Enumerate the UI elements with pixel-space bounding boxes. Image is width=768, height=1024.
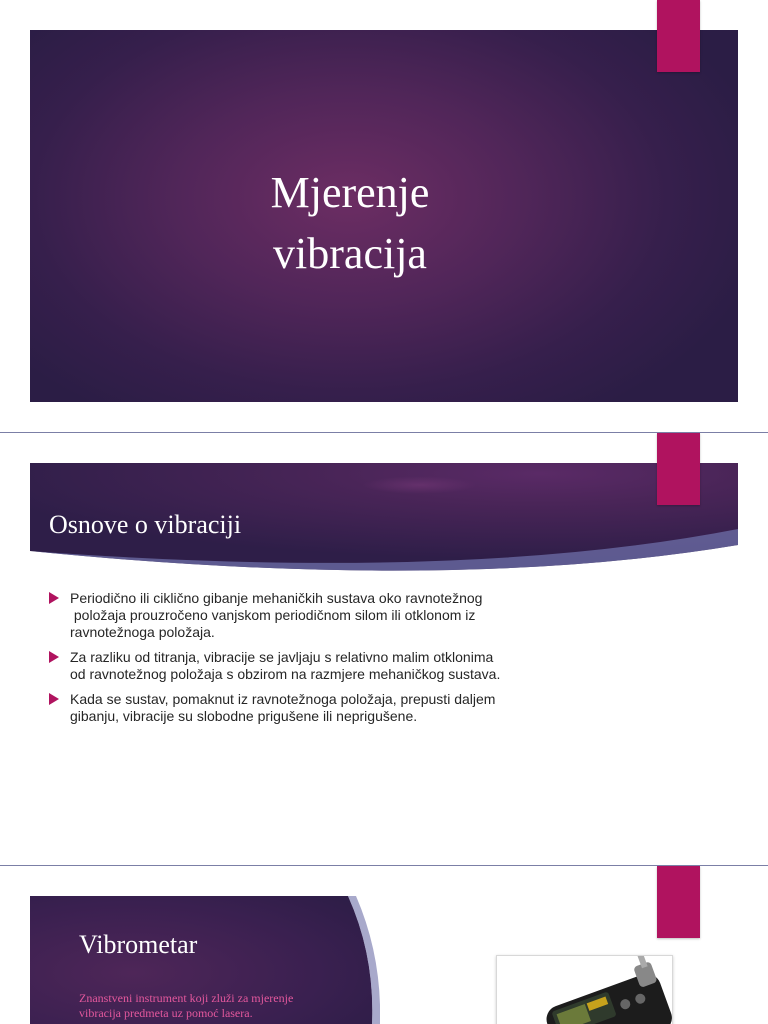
triangle-bullet-icon bbox=[49, 592, 59, 604]
slide-title: Osnove o vibraciji bbox=[49, 510, 242, 539]
slide-3[interactable] bbox=[0, 866, 768, 1024]
slide-1[interactable] bbox=[0, 0, 768, 432]
bullet-line: od ravnotežnog položaja s obzirom na razmjere mehaničkog sustava. bbox=[70, 666, 501, 682]
bullet-line: gibanju, vibracije su slobodne prigušene ili neprigušene. bbox=[70, 708, 418, 724]
slide-description bbox=[79, 991, 349, 1021]
title-panel bbox=[30, 30, 738, 402]
accent-tab bbox=[657, 866, 700, 938]
slide-2[interactable] bbox=[0, 433, 768, 865]
vibrometer-icon bbox=[497, 956, 672, 1024]
vibrometer-device-image bbox=[496, 955, 673, 1024]
bullet-item bbox=[48, 649, 518, 683]
title-line-2: vibracija bbox=[273, 229, 427, 278]
bullet-list bbox=[48, 590, 518, 733]
slide-title bbox=[30, 162, 670, 284]
bullet-line: ravnotežnoga položaja. bbox=[70, 624, 215, 640]
accent-tab bbox=[657, 433, 700, 505]
bullet-line: Za razliku od titranja, vibracije se javljaju s relativno malim otklonima bbox=[70, 649, 494, 665]
bullet-item bbox=[48, 691, 518, 725]
bullet-item bbox=[48, 590, 518, 641]
bullet-line: položaja prouzročeno vanjskom periodičnom silom ili otklonom iz bbox=[70, 607, 476, 623]
description-line: vibracija predmeta uz pomoć lasera. bbox=[79, 1006, 253, 1020]
triangle-bullet-icon bbox=[49, 693, 59, 705]
accent-tab bbox=[657, 0, 700, 72]
title-line-1: Mjerenje bbox=[270, 168, 430, 217]
description-line: Znanstveni instrument koji zluži za mjerenje bbox=[79, 991, 294, 1005]
slide-title: Vibrometar bbox=[79, 930, 198, 959]
bullet-line: Kada se sustav, pomaknut iz ravnotežnoga položaja, prepusti daljem bbox=[70, 691, 496, 707]
triangle-bullet-icon bbox=[49, 651, 59, 663]
bullet-line: Periodično ili ciklično gibanje mehaničkih sustava oko ravnotežnog bbox=[70, 590, 483, 606]
